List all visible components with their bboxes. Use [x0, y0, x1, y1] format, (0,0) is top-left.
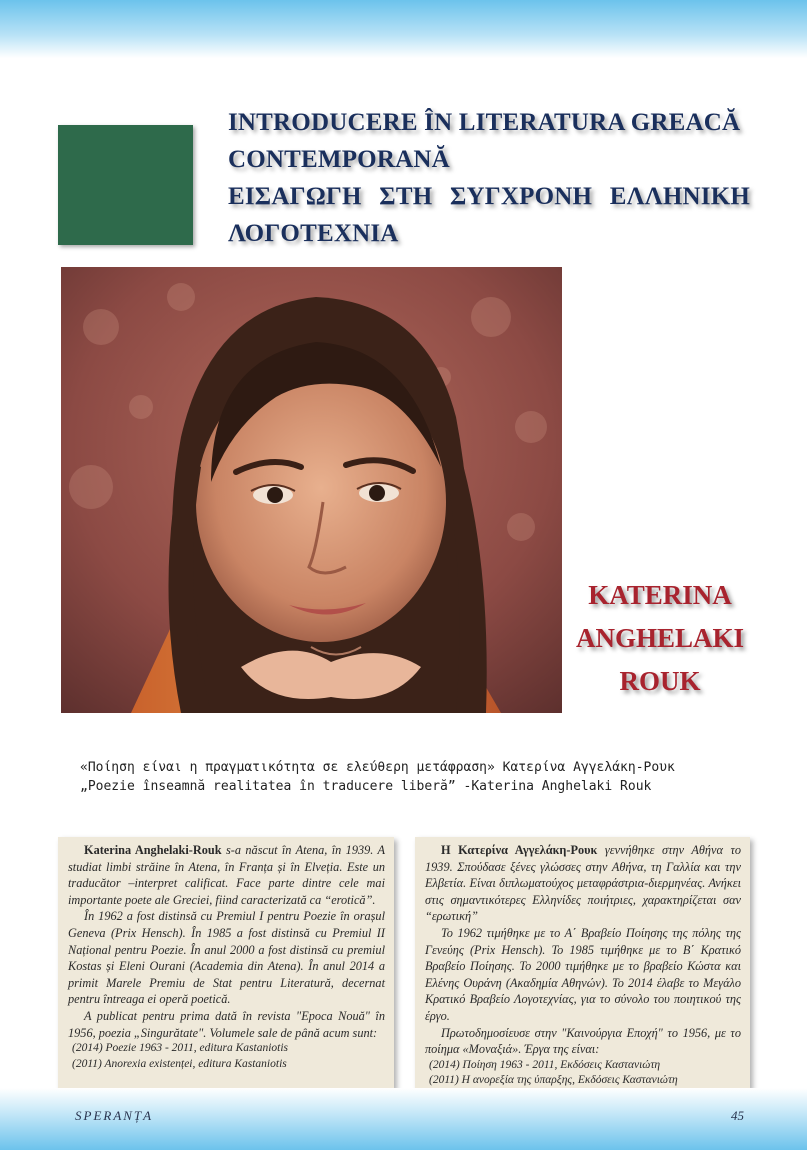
- quote-greek: «Ποίηση είναι η πραγματικότητα σε ελεύθερη μετάφραση» Κατερίνα Αγγελάκη-Ρουκ: [80, 760, 675, 775]
- bio-paragraph-3: A publicat pentru prima dată în revista "Epoca Nouă" în 1956, poezia „Singurătate". Volumele sale de până acum sunt:: [68, 1008, 385, 1040]
- quote-romanian: „Poezie înseamnă realitatea în traducere liberă” -Katerina Anghelaki Rouk: [80, 779, 652, 794]
- title-line-romanian-2: CONTEMPORANĂ: [228, 146, 450, 173]
- bio-paragraph-1: [425, 842, 741, 925]
- romanian-biography-column: [58, 837, 394, 1089]
- bio-author-name: Η Κατερίνα Αγγελάκη-Ρουκ: [441, 843, 598, 857]
- bio-paragraph-2: Το 1962 τιμήθηκε με το Α΄ Βραβείο Ποίησης της πόλης της Γενεύης (Prix Hensch). Το 1985 τιμήθηκε με το Β΄ Κρατικό Βραβείο Ποίησης. Το 2000 τιμήθηκε με το βραβείο Κώστα και Ελένης Ουράνη (Ακαδημία Αθηνών). Το 2014 έλαβε το Μεγάλο Κρατικό Βραβείο Λογοτεχνίας, για το σύνολο του ποιητικού της έργο.: [425, 925, 741, 1023]
- bio-work-item: (2014) Poezie 1963 - 2011, editura Kastaniotis: [72, 1042, 289, 1055]
- title-line-greek-2: ΛΟΓΟΤΕΧΝΙΑ: [228, 220, 399, 247]
- bio-work-item: (2011) Η ανορεξία της ύπαρξης, Εκδόσεις Καστανιώτη: [429, 1074, 678, 1087]
- author-name: [565, 574, 755, 703]
- bio-work-item: (2011) Anorexia existenței, editura Kastaniotis: [72, 1057, 287, 1070]
- author-quote: [80, 758, 675, 796]
- author-portrait-photo: [61, 267, 562, 713]
- author-name-line-2: ANGHELAKI: [575, 623, 745, 653]
- title-line-romanian-1: INTRODUCERE ÎN LITERATURA GREACĂ: [228, 109, 741, 136]
- page-number: 45: [731, 1108, 744, 1123]
- green-decorative-square: [58, 125, 193, 245]
- top-decorative-band: [0, 0, 807, 58]
- author-name-line-3: ROUK: [619, 666, 701, 696]
- greek-biography-column: [415, 837, 750, 1089]
- page-title: [228, 104, 750, 252]
- bio-work-item: (2014) Ποίηση 1963 - 2011, Εκδόσεις Καστανιώτη: [429, 1058, 661, 1071]
- bio-paragraph-1: [68, 842, 385, 908]
- author-name-line-1: KATERINA: [588, 580, 732, 610]
- bio-paragraph-3: Πρωτοδημοσίευσε στην "Καινούργια Εποχή" το 1956, με το ποίημα «Μοναξιά». Έργα της είναι:: [425, 1025, 741, 1057]
- bio-paragraph-2: În 1962 a fost distinsă cu Premiul I pentru Poezie în orașul Geneva (Prix Hensch). În 1985 a fost distinsă cu Premiul II Național pentru Poezie. În anul 2000 a fost distinsă cu premiul Kostas și Eleni Ourani (Academia din Atena). În anul 2014 a primit Marele Premiu de Stat pentru Literatură, decernat pentru întreaga ei operă poetică.: [68, 909, 385, 1007]
- magazine-name: SPERANȚA: [75, 1108, 154, 1123]
- bio-paragraph-1-text: s-a născut în Atena, în 1939. A studiat limbi străine în Atena, în Franța și în Elveția. Este un traducător –interpret calificat. Face parte dintre cele mai importante poete ale Greciei, fiind caracterizată ca “erotică”.: [68, 843, 386, 907]
- bio-paragraph-1-text: γεννήθηκε στην Αθήνα το 1939. Σπούδασε ξένες γλώσσες στην Αθήνα, τη Γαλλία και την Ελβετία. Είναι διπλωματούχος μεταφράστρια-διερμηνέας. Ανήκει στις σημαντικότερες Ελληνίδες ποιήτριες, χαρακτηρίζεται σαν “ερωτική”: [425, 843, 741, 924]
- title-line-greek-1: ΕΙΣΑΓΩΓΗ ΣΤΗ ΣΥΓΧΡΟΝΗ ΕΛΛΗΝΙΚΗ: [228, 183, 750, 210]
- bio-author-name: Katerina Anghelaki-Rouk: [84, 843, 222, 857]
